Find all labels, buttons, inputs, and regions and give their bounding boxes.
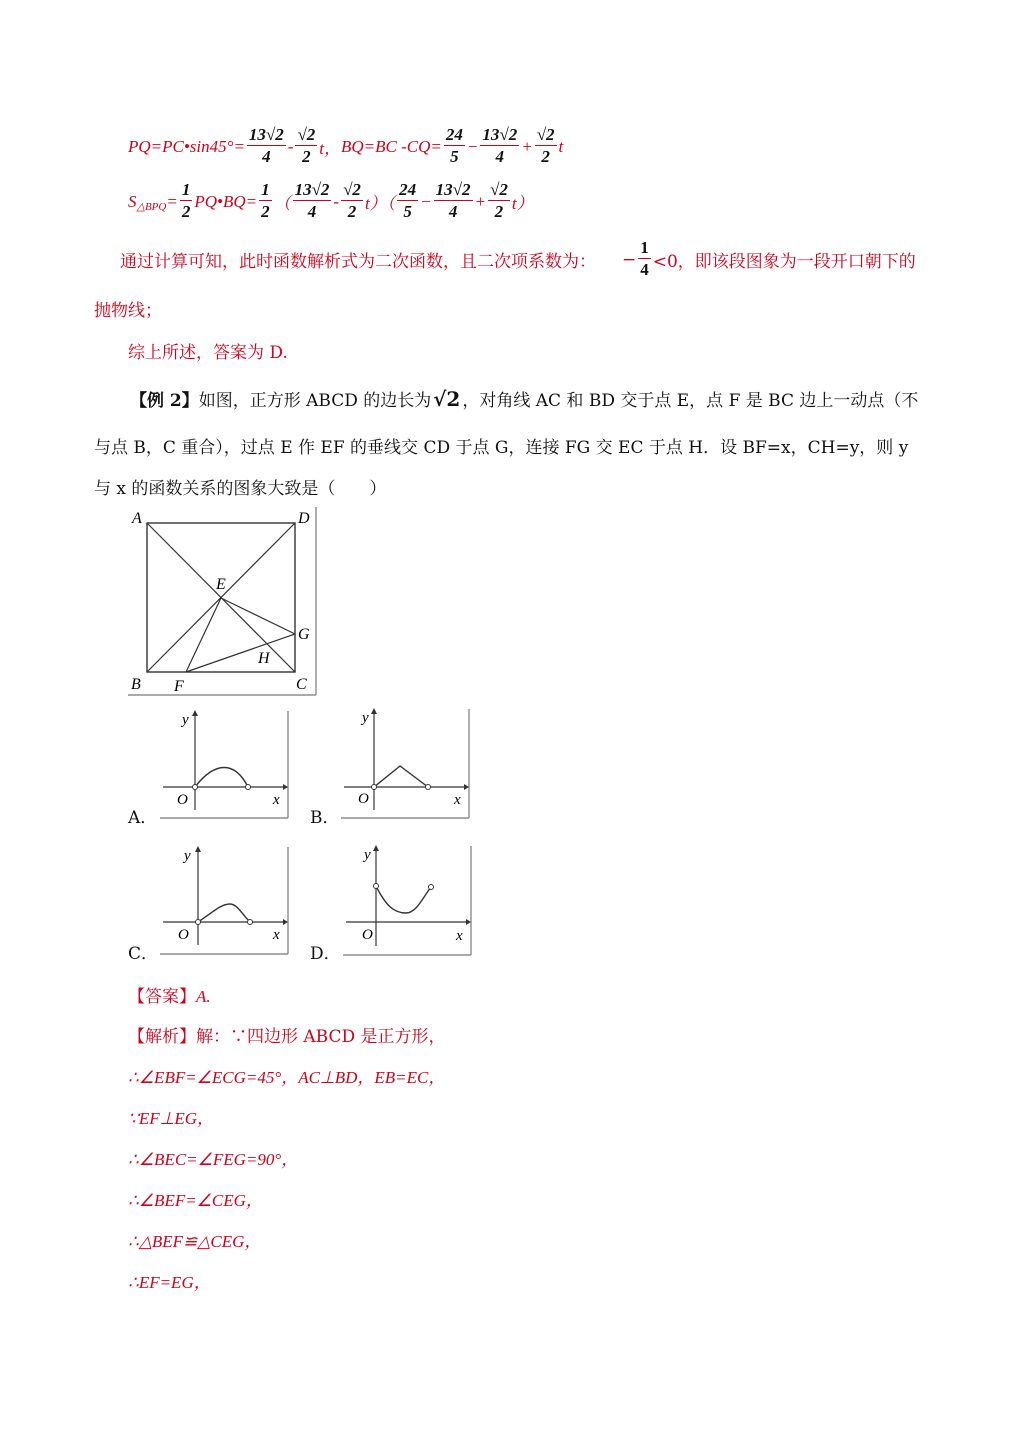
example-text: ，对角线 AC 和 BD 交于点 E，点 F 是 BC 边上一动点（不: [462, 391, 919, 411]
example-line-3: 与 x 的函数关系的图象大致是（ ）: [94, 479, 387, 499]
numerator: 13√2: [482, 125, 518, 144]
y-axis-label: y: [184, 848, 191, 864]
numerator: √2: [297, 125, 316, 144]
denominator: 4: [640, 260, 649, 279]
operator: =: [166, 191, 178, 211]
point-label-c: C: [296, 676, 307, 693]
paren: t）: [511, 194, 534, 213]
option-c-label: C．: [128, 944, 159, 964]
origin-label: O: [358, 791, 369, 807]
numerator: √2: [343, 180, 361, 199]
graph-option-d: [338, 841, 478, 958]
y-axis-label: y: [362, 710, 369, 726]
x-axis-label: x: [273, 792, 280, 808]
answer-label: 【答案】: [128, 987, 196, 1007]
area-subscript: △BPQ: [136, 201, 167, 213]
solution-step: ∴∠BEF=∠CEG，: [128, 1191, 263, 1210]
conclusion-text: 抛物线；: [94, 301, 162, 321]
option-d-label: D．: [310, 944, 341, 964]
denominator: 4: [307, 202, 317, 221]
fraction: [293, 180, 332, 223]
conclusion-text: 通过计算可知，此时函数解析式为二次函数，且二次项系数为：: [120, 252, 596, 272]
numerator: 13√2: [248, 125, 284, 144]
fraction: [488, 180, 510, 223]
operator: -: [333, 191, 340, 211]
option-b-label: B．: [310, 808, 340, 828]
solution-label: 【解析】: [128, 1027, 196, 1047]
square-figure: [120, 503, 330, 698]
origin-label: O: [362, 927, 373, 943]
formula-area: [128, 180, 534, 223]
numerator: 24: [445, 125, 463, 144]
example-text: 如图，正方形 ABCD 的边长为: [198, 391, 432, 411]
graph-option-b: [336, 704, 476, 821]
paren: t）（: [364, 194, 396, 213]
solution-step: ∴△BEF≌△CEG，: [128, 1232, 262, 1251]
denominator: 2: [347, 202, 357, 221]
point-label-e: E: [216, 576, 226, 593]
denominator: 5: [403, 202, 412, 221]
pq-lhs: PQ=PC•sin45°=: [128, 136, 245, 156]
solution-intro: [128, 1022, 446, 1047]
denominator: 2: [181, 202, 191, 221]
solution-step: ∴∠BEC=∠FEG=90°，: [128, 1150, 299, 1169]
example-label: 【例 2】: [130, 391, 199, 411]
x-axis-label: x: [454, 792, 461, 808]
graph-option-a: [155, 706, 295, 821]
product-text: PQ•BQ=: [194, 191, 258, 211]
point-label-h: H: [258, 650, 270, 667]
point-label-b: B: [131, 676, 141, 693]
x-axis-label: x: [456, 928, 463, 944]
numerator: 24: [399, 180, 417, 199]
variable-t: t，: [319, 139, 342, 158]
y-axis-label: y: [364, 847, 371, 863]
example-line-1: [130, 386, 918, 411]
option-a-label: A．: [128, 808, 158, 828]
denominator: 2: [541, 147, 550, 166]
example-line-2: 与点 B，C 重合），过点 E 作 EF 的垂线交 CD 于点 G，连接 FG 交 EC 于点 H．设 BF=x，CH=y，则 y: [94, 438, 909, 458]
fraction: [444, 125, 465, 168]
denominator: 4: [262, 147, 271, 166]
numerator: √2: [536, 125, 555, 144]
point-label-d: D: [298, 510, 310, 527]
solution-step: ∵EF⊥EG，: [128, 1109, 215, 1128]
point-label-f: F: [174, 678, 184, 695]
denominator: 2: [302, 147, 311, 166]
operator: −: [466, 136, 479, 156]
fraction: [434, 180, 473, 223]
operator: +: [474, 191, 486, 211]
answer-line: [128, 982, 211, 1007]
fraction: [397, 180, 418, 223]
operator: −: [420, 191, 432, 211]
paren: （: [273, 194, 291, 213]
solution-step: ∴EF=EG，: [128, 1273, 211, 1292]
numerator: 13√2: [435, 180, 471, 199]
fraction: [180, 180, 193, 223]
fraction: [480, 125, 519, 168]
bq-lhs: BQ=BC -CQ=: [341, 136, 442, 156]
denominator: 4: [495, 147, 505, 166]
point-label-a: A: [132, 510, 142, 527]
fraction: [341, 180, 363, 223]
denominator: 2: [261, 202, 270, 221]
fraction: [259, 180, 272, 223]
fraction: [247, 125, 286, 168]
numerator: 1: [181, 180, 191, 199]
numerator: 13√2: [294, 180, 330, 199]
coefficient-fraction: [638, 238, 651, 281]
numerator: 1: [261, 180, 270, 199]
origin-label: O: [177, 792, 188, 808]
fraction: [535, 125, 557, 168]
sqrt-value: √2: [433, 386, 461, 411]
answer-value: A.: [196, 987, 211, 1006]
graph-option-c: [155, 842, 295, 957]
denominator: 4: [448, 202, 458, 221]
solution-text: 解：∵四边形 ABCD 是正方形，: [196, 1027, 446, 1047]
formula-pq: [128, 125, 563, 168]
point-label-g: G: [298, 626, 310, 643]
origin-label: O: [178, 927, 189, 943]
numerator: 1: [640, 238, 649, 257]
denominator: 5: [450, 147, 459, 166]
denominator: 2: [494, 202, 504, 221]
conclusion-text: <0，即该段图象为一段开口朝下的: [652, 252, 916, 272]
conclusion-line: [120, 238, 916, 281]
variable-t: t: [558, 136, 564, 156]
solution-step: ∴∠EBF=∠ECG=45°，AC⊥BD，EB=EC，: [128, 1068, 446, 1087]
summary-text: 综上所述，答案为 D.: [128, 343, 288, 363]
operator: -: [287, 136, 294, 156]
operator: +: [521, 136, 533, 156]
numerator: √2: [489, 180, 508, 199]
fraction: [295, 125, 317, 168]
area-symbol: S: [128, 191, 137, 211]
coef-sign: −: [622, 249, 637, 270]
x-axis-label: x: [273, 927, 280, 943]
y-axis-label: y: [182, 712, 189, 728]
